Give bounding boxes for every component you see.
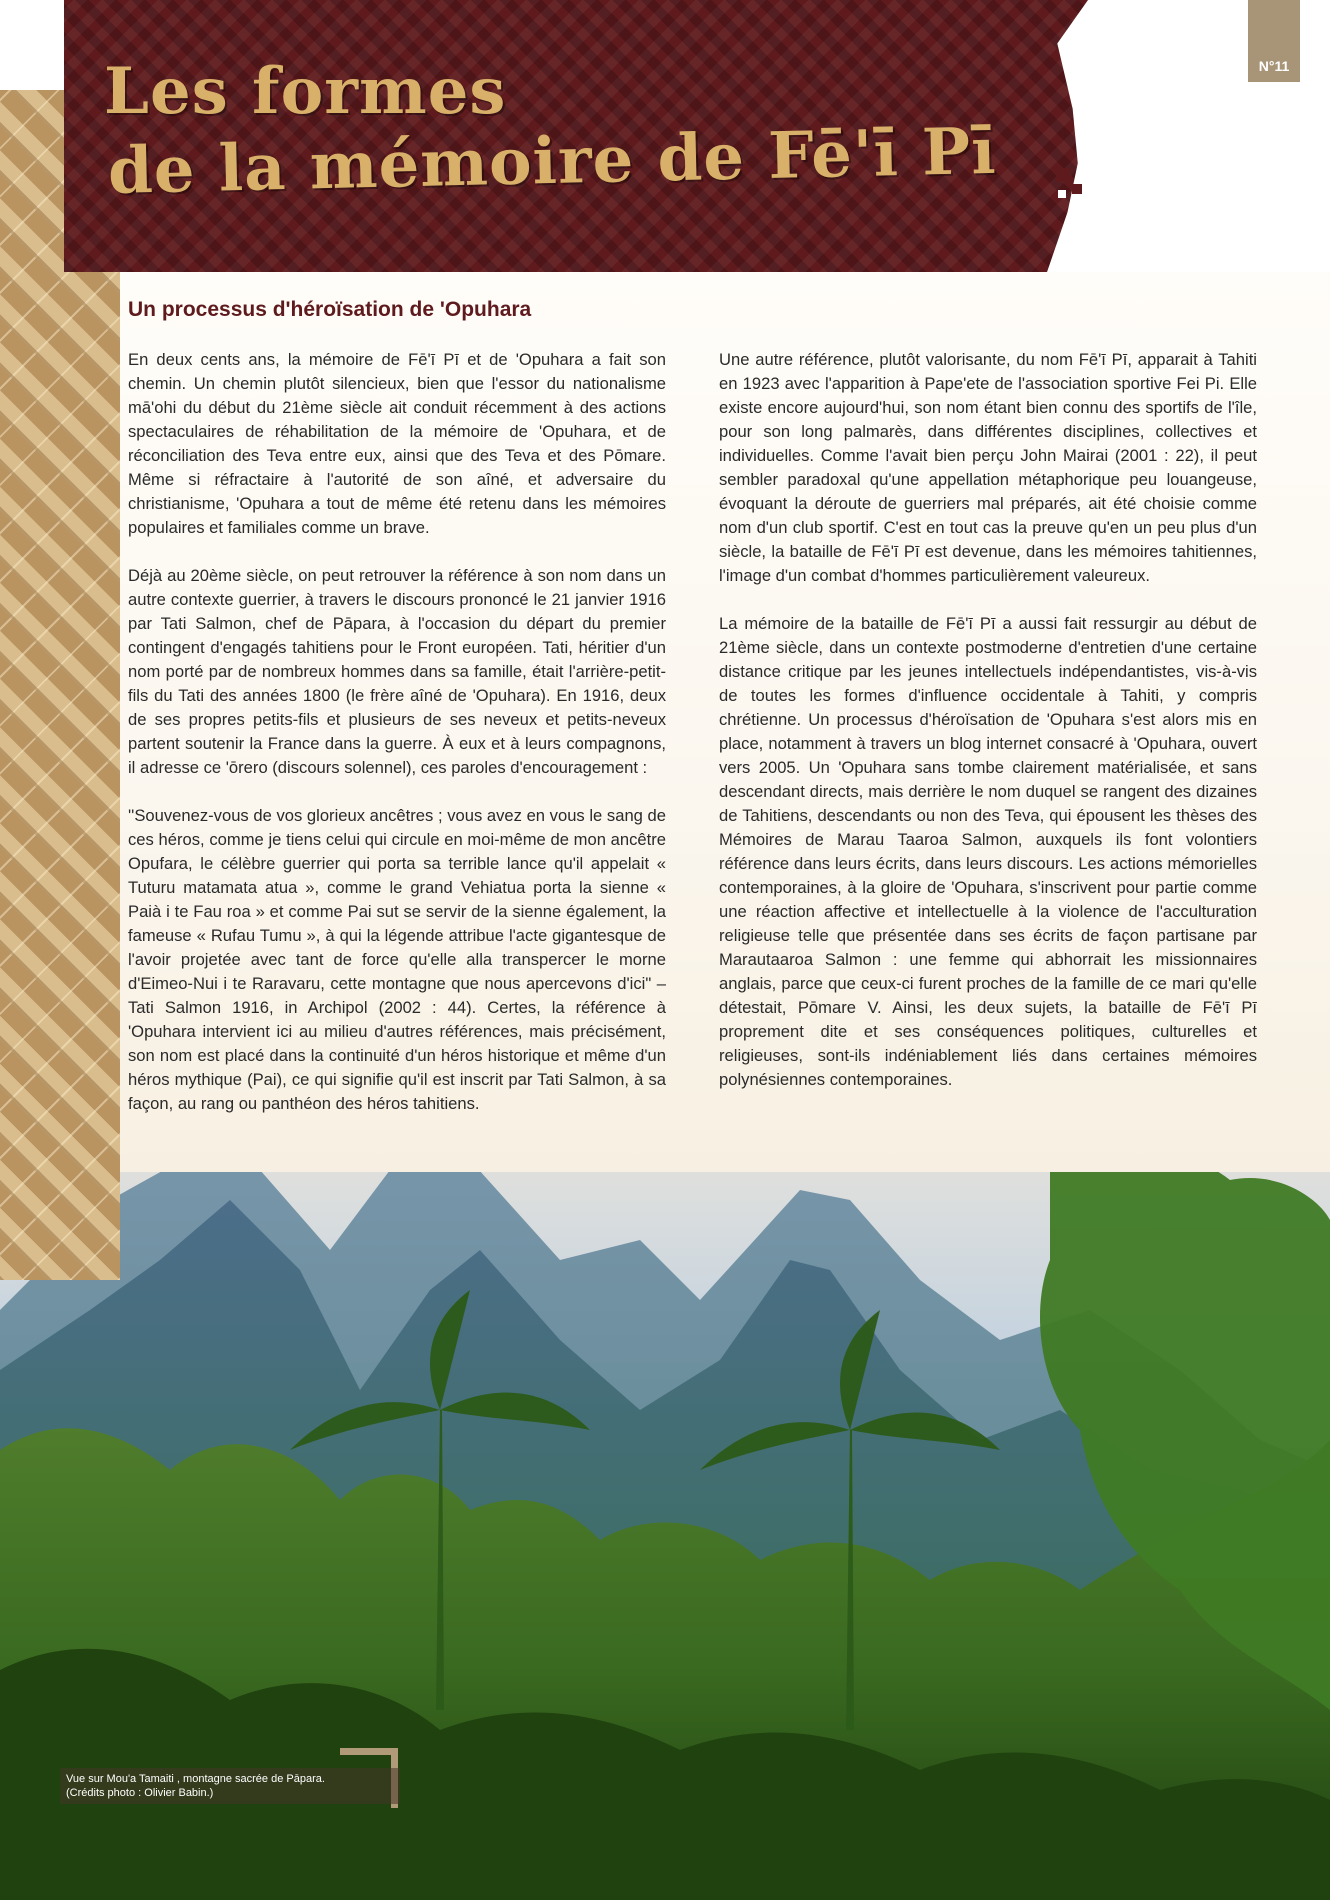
banner-deco-square <box>1056 168 1070 182</box>
caption-credit: (Crédits photo : Olivier Babin.) <box>66 1787 214 1799</box>
left-column <box>128 348 666 1116</box>
section-heading: Un processus d'héroïsation de 'Opuhara <box>128 298 532 321</box>
issue-number: N°11 <box>1258 58 1290 74</box>
paragraph: Une autre référence, plutôt valorisante, du nom Fē'ī Pī, apparait à Tahiti en 1923 avec l'apparition à Pape'ete de l'association sportive Fei Pi. Elle existe encore aujourd'hui, son nom étant bien connu des sportifs de l'île, pour son long palmarès, dans différentes disciplines, collectives et individuelles. Comme l'avait bien perçu John Mairai (2001 : 22), il peut sembler paradoxal qu'une appellation métaphorique peu louangeuse, évoquant la déroute de guerriers mal préparés, ait été choisie comme nom d'un club sportif. C'est en tout cas la preuve qu'en un peu plus d'un siècle, la bataille de Fē'ī Pī est devenue, dans les mémoires tahitiennes, l'image d'un combat d'hommes particulièrement valeureux. <box>719 350 1257 585</box>
page-title-line-2: de la mémoire de Fē'ī Pī <box>107 113 998 209</box>
banner-deco-square <box>1058 190 1066 198</box>
paragraph: En deux cents ans, la mémoire de Fē'ī Pī et de 'Opuhara a fait son chemin. Un chemin plutôt silencieux, bien que l'essor du nationalisme mā'ohi du début du 21ème siècle ait conduit récemment à des actions spectaculaires de réhabilitation de la mémoire de 'Opuhara, et de réconciliation des Teva entre eux, ainsi que des Teva et des Pōmare. Même si réfractaire à l'autorité de son aîné, et adversaire du christianisme, 'Opuhara a tout de même été retenu dans les mémoires populaires et familiales comme un brave. <box>128 350 666 537</box>
page-title <box>104 52 997 212</box>
paragraph: La mémoire de la bataille de Fē'ī Pī a aussi fait ressurgir au début de 21ème siècle, dans un contexte postmoderne d'entretien d'une certaine distance critique par les jeunes intellectuels indépendantistes, vis-à-vis de toutes les formes d'influence occidentale à Tahiti, y compris chrétienne. Un processus d'héroïsation de 'Opuhara s'est alors mis en place, notamment à travers un blog internet consacré à 'Opuhara, ouvert vers 2005. Un 'Opuhara sans tombe clairement matérialisée, et sans descendant directs, mais derrière le nom duquel se rangent des dizaines de Tahitiens, descendants ou non des Teva, qui épousent les thèses des Mémoires de Marau Taaroa Salmon, auxquels ils font volontiers référence dans leurs écrits, dans leurs discours. Les actions mémorielles contemporaines, à la gloire de 'Opuhara, s'inscrivent pour partie comme une réaction affective et intellectuelle à la violence de l'acculturation religieuse telle que présentée dans ses écrits de façon partisane par Marautaaroa Salmon : une femme qui abhorrait les missionnaires anglais, parce que ceux-ci furent proches de la famille de ce mari qu'elle détestait, Pōmare V. Ainsi, les deux sujets, la bataille de Fē'ī Pī proprement dite et ses conséquences politiques, culturelles et religieuses, sont-ils indéniablement liés dans certaines mémoires polynésiennes contemporaines. <box>719 614 1257 1089</box>
paragraph: Déjà au 20ème siècle, on peut retrouver la référence à son nom dans un autre contexte guerrier, à travers le discours prononcé le 21 janvier 1916 par Tati Salmon, chef de Pāpara, à l'occasion du départ du premier contingent d'engagés tahitiens pour le Front européen. Tati, héritier d'un nom porté par de nombreux hommes dans sa famille, était l'arrière-petit-fils du Tati des années 1800 (le frère aîné de 'Opuhara). En 1916, deux de ses propres petits-fils et plusieurs de ses neveux et petits-neveux partent soutenir la France dans la guerre. À eux et à leurs compagnons, il adresse ce 'ōrero (discours solennel), ces paroles d'encouragement : <box>128 566 666 777</box>
caption-line: Vue sur Mou'a Tamaiti , montagne sacrée de Pāpara. <box>66 1773 325 1785</box>
banner-deco-square <box>1072 184 1082 194</box>
right-column <box>719 348 1257 1092</box>
page-title-line-1: Les formes <box>104 54 507 129</box>
issue-number-badge <box>1248 0 1300 82</box>
paragraph: ''Souvenez-vous de vos glorieux ancêtres ; vous avez en vous le sang de ces héros, comme je tiens celui qui circule en moi-même de mon ancêtre Opufara, le célèbre guerrier qui porta sa terrible lance qu'il appelait « Tuturu matamata atua », comme le grand Vehiatua porta la sienne « Paià i te Fau roa » et comme Pai sut se servir de la sienne également, la fameuse « Rufau Tumu », à qui la légende attribue l'acte gigantesque de l'avoir projetée avec tant de force qu'elle alla transpercer le morne d'Eimeo-Nui i te Raravaru, cette montagne que nous apercevons d'ici" – Tati Salmon 1916, in Archipol (2002 : 44). Certes, la référence à 'Opuhara intervient ici au milieu d'autres références, mais précisément, son nom est placé dans la continuité d'un héros historique et même d'un héros mythique (Pai), ce qui signifie qu'il est inscrit par Tati Salmon, à sa façon, au rang ou panthéon des héros tahitiens. <box>128 806 666 1113</box>
photo-caption <box>60 1768 400 1804</box>
